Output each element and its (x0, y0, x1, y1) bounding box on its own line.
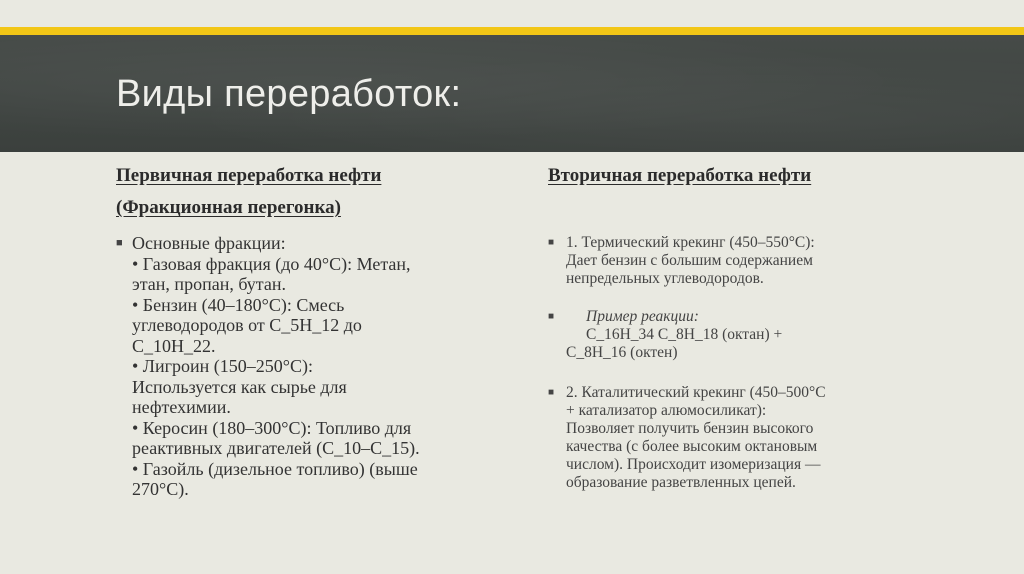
list-line: нефтехимии. (132, 397, 231, 417)
left-heading-line-1: Первичная переработка нефти (116, 165, 382, 186)
list-line: качества (с более высоким октановым (566, 438, 818, 455)
square-bullet-icon: ■ (548, 311, 555, 322)
list-line: C_10H_22. (132, 335, 216, 356)
list-line: Дает бензин с большим содержанием (566, 252, 813, 269)
list-line: 2. Каталитический крекинг (450–500°С (566, 384, 826, 401)
square-bullet-icon: ■ (548, 237, 555, 248)
list-line: C_16H_34 C_8H_18 (октан) + (586, 326, 783, 343)
list-line: углеводородов от C_5H_12 до (132, 315, 362, 335)
list-line: Основные фракции: (132, 233, 286, 253)
list-item (548, 234, 946, 288)
list-item (116, 233, 496, 500)
list-line: реактивных двигателей (C_10–C_15). (132, 438, 420, 458)
left-heading-line-2: (Фракционная перегонка) (116, 197, 341, 218)
list-line: числом). Происходит изомеризация — (566, 456, 821, 473)
list-line: + катализатор алюмосиликат): (566, 402, 767, 419)
list-line: этан, пропан, бутан. (132, 274, 287, 294)
list-line: • Газовая фракция (до 40°С): Метан, (132, 253, 411, 274)
list-line: • Газойль (дизельное топливо) (выше (132, 458, 418, 479)
right-column-heading: Вторичная переработка нефти (548, 165, 812, 186)
list-line: • Лигроин (150–250°С): (132, 356, 313, 376)
square-bullet-icon: ■ (116, 237, 123, 249)
list-line: Используется как сырье для (132, 376, 347, 397)
list-line: образование разветвленных цепей. (566, 474, 796, 491)
list-line: Позволяет получить бензин высокого (566, 420, 814, 437)
reaction-example-label: Пример реакции: (586, 308, 699, 325)
list-line: 270°С). (132, 479, 189, 499)
slide-title: Виды переработок: (116, 73, 462, 115)
accent-bar (0, 27, 1024, 35)
left-column-heading (116, 160, 496, 224)
list-line: • Керосин (180–300°С): Топливо для (132, 417, 412, 438)
list-line: 1. Термический крекинг (450–550°С): (566, 234, 815, 251)
list-line: непредельных углеводородов. (566, 270, 764, 287)
list-line: C_8H_16 (октен) (566, 344, 678, 361)
list-item (548, 384, 946, 492)
left-column-list (116, 233, 496, 500)
square-bullet-icon: ■ (548, 387, 555, 398)
list-item (548, 308, 946, 362)
list-line: • Бензин (40–180°С): Смесь (132, 294, 345, 315)
